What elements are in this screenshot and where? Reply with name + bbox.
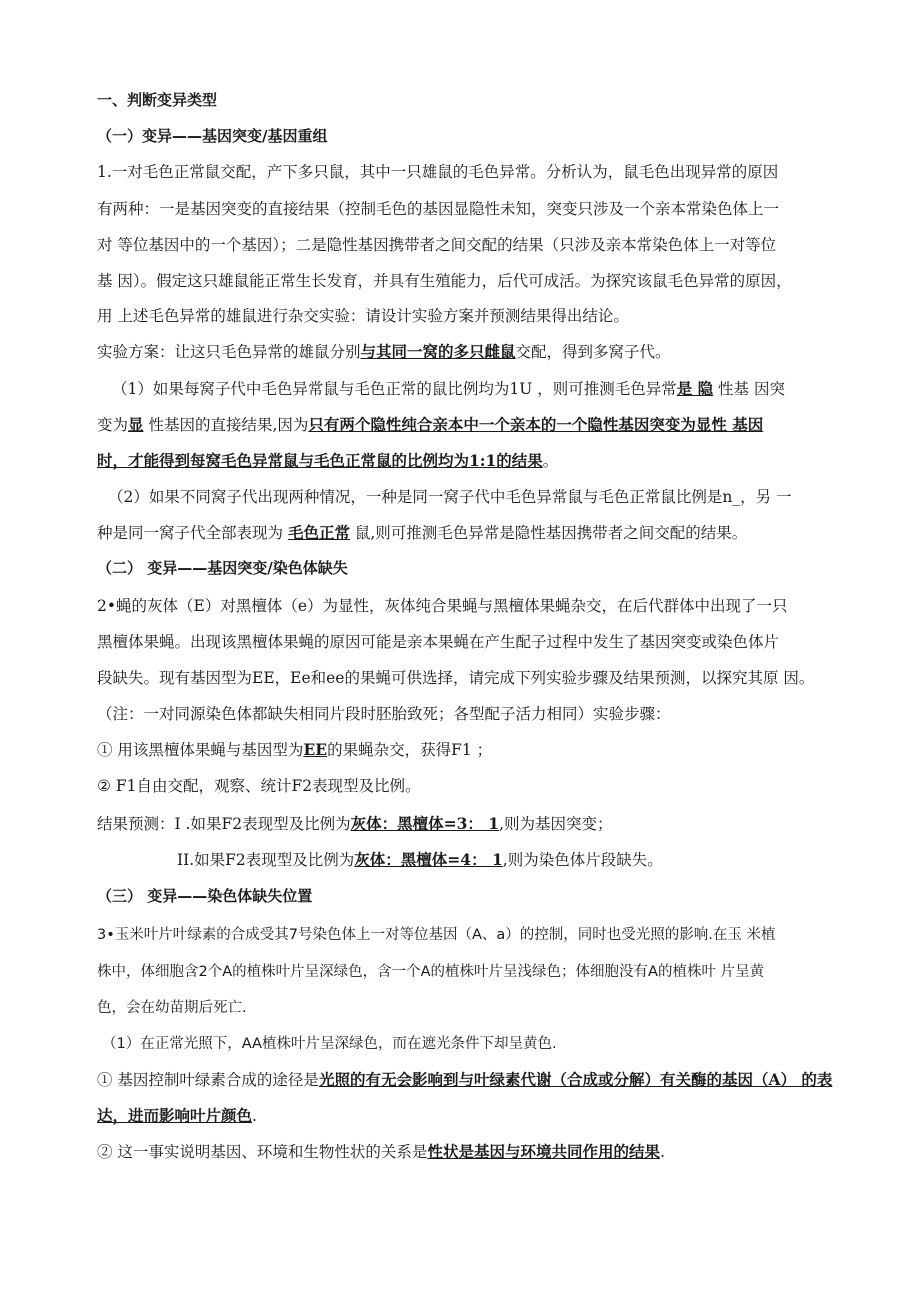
- prediction-1-answer: 灰体：黑檀体=3： 1: [350, 814, 500, 833]
- prediction-2: [177, 850, 907, 870]
- q1-line-1: 1.一对毛色正常鼠交配，产下多只鼠，其中一只雄鼠的毛色异常。分析认为，鼠毛色出现异常的原因: [97, 163, 779, 181]
- section-2-title: （二） 变异——基因突变/染色体缺失: [97, 559, 348, 577]
- answer-1-line-1: [97, 1070, 833, 1090]
- q1-line-4: 基 因）。假定这只雄鼠能正常生长发育，并具有生殖能力，后代可成活。为探究该鼠毛色异常的原因，: [97, 272, 792, 290]
- answer-1-key-part-1: 光照的有无会影响到与叶绿素代谢（合成或分解）有关酶的基因（A） 的表: [318, 1070, 833, 1089]
- answer-2-key: 性状是基因与环境共同作用的结果: [427, 1142, 660, 1161]
- prediction-1-text: 结果预测：I .如果F2表现型及比例为: [97, 815, 351, 833]
- prediction-1-text-end: ,则为基因突变；: [499, 815, 613, 833]
- r1-text-3: 变为: [97, 416, 129, 434]
- r1-text: （1）如果每窝子代中毛色异常鼠与毛色正常的鼠比例均为1U ，则可推测毛色异常: [112, 380, 677, 398]
- result-1-line-3: [97, 451, 827, 471]
- answer-1-line-2: [97, 1106, 827, 1126]
- q3-line-3: 色，会在幼苗期后死亡.: [97, 1000, 247, 1016]
- r2-text: 种是同一窝子代全部表现为: [97, 524, 288, 542]
- q1-line-2: 有两种：一是基因突变的直接结果（控制毛色的基因显隐性未知，突变只涉及一个亲本常染色体上一: [97, 200, 780, 218]
- r1-reason-part-1: 只有两个隐性纯合亲本中一个亲本的一个隐性基因突变为显性 基因: [308, 415, 764, 434]
- r1-answer-dominant: 显: [128, 415, 144, 434]
- r1-text-4: 性基因的直接结果,因为: [143, 416, 309, 434]
- q1-line-3: 对 等位基因中的一个基因）；二是隐性基因携带者之间交配的结果（只涉及亲本常染色体上一对等位: [97, 236, 777, 254]
- r2-text-end: 鼠,则可推测毛色异常是隐性基因携带者之间交配的结果。: [349, 524, 748, 542]
- experiment-plan: [97, 342, 827, 362]
- step-1-text: ① 用该黑檀体果蝇与基因型为: [97, 741, 304, 759]
- q2-line-2: 黑檀体果蝇。出现该黑檀体果蝇的原因可能是亲本果蝇在产生配子过程中发生了基因突变或染色体片: [97, 633, 780, 651]
- result-2-line-2: [97, 523, 827, 543]
- r1-reason-part-2: 时，才能得到每窝毛色异常鼠与毛色正常鼠的比例均为1:1的结果: [97, 451, 543, 470]
- answer-2-period: .: [659, 1143, 665, 1161]
- q2-line-3: 段缺失。现有基因型为EE，Ee和ee的果蝇可供选择，请完成下列实验步骤及结果预测，以探究其原 因。: [97, 669, 815, 687]
- result-1-line-1: [112, 379, 842, 399]
- step-1-answer: EE: [303, 740, 328, 759]
- q3-sub-1: （1）在正常光照下，AA植株叶片呈深绿色，而在遮光条件下却呈黄色.: [102, 1036, 557, 1052]
- answer-1-key-part-2: 达，进而影响叶片颜色: [97, 1106, 253, 1125]
- result-1-line-2: [97, 415, 827, 435]
- main-heading: 一、判断变异类型: [97, 91, 218, 109]
- result-2-line-1: （2）如果不同窝子代出现两种情况，一种是同一窝子代中毛色异常鼠与毛色正常鼠比例是n_，另 一: [108, 488, 792, 506]
- r1-period: 。: [542, 452, 559, 470]
- r1-text-2: 性基 因突: [713, 380, 785, 398]
- answer-1-text: ① 基因控制叶绿素合成的途径是: [97, 1071, 319, 1089]
- section-3-title: （三） 变异——染色体缺失位置: [97, 887, 313, 905]
- answer-2-text: ② 这一事实说明基因、环境和生物性状的关系是: [97, 1143, 428, 1161]
- prediction-2-answer: 灰体：黑檀体=4： 1: [354, 850, 503, 869]
- prediction-2-text: II.如果F2表现型及比例为: [177, 851, 355, 869]
- plan-text-end: 交配，得到多窝子代。: [515, 343, 671, 361]
- answer-2: [97, 1142, 827, 1162]
- plan-text: 实验方案：让这只毛色异常的雄鼠分别: [97, 343, 361, 361]
- plan-answer: 与其同一窝的多只雌鼠: [360, 342, 516, 361]
- q2-line-4: （注：一对同源染色体都缺失相同片段时胚胎致死；各型配子活力相同）实验步骤：: [97, 705, 671, 723]
- q3-line-2: 株中，体细胞含2个A的植株叶片呈深绿色，含一个A的植株叶片呈浅绿色；体细胞没有A的植株叶 片呈黄: [97, 964, 765, 980]
- prediction-1: [97, 814, 827, 834]
- answer-1-period: .: [252, 1107, 257, 1125]
- q3-line-1: 3•玉米叶片叶绿素的合成受其7号染色体上一对等位基因（A、a）的控制，同时也受光照的影响.在玉 米植: [97, 927, 776, 943]
- step-2: ② F1自由交配，观察、统计F2表现型及比例。: [97, 777, 421, 795]
- r1-answer-recessive: 是 隐: [676, 379, 714, 398]
- step-1-text-end: 的果蝇杂交，获得F1 ；: [327, 741, 493, 759]
- q1-line-5: 用 上述毛色异常的雄鼠进行杂交实验：请设计实验方案并预测结果得出结论。: [97, 307, 629, 325]
- q2-line-1: 2•蝇的灰体（E）对黑檀体（e）为显性，灰体纯合果蝇与黑檀体果蝇杂交，在后代群体中出现了一只: [97, 597, 788, 615]
- r2-answer: 毛色正常: [287, 523, 350, 542]
- step-1: [97, 740, 827, 760]
- section-1-title: （一）变异——基因突变/基因重组: [97, 127, 328, 145]
- prediction-2-text-end: ,则为染色体片段缺失。: [502, 851, 663, 869]
